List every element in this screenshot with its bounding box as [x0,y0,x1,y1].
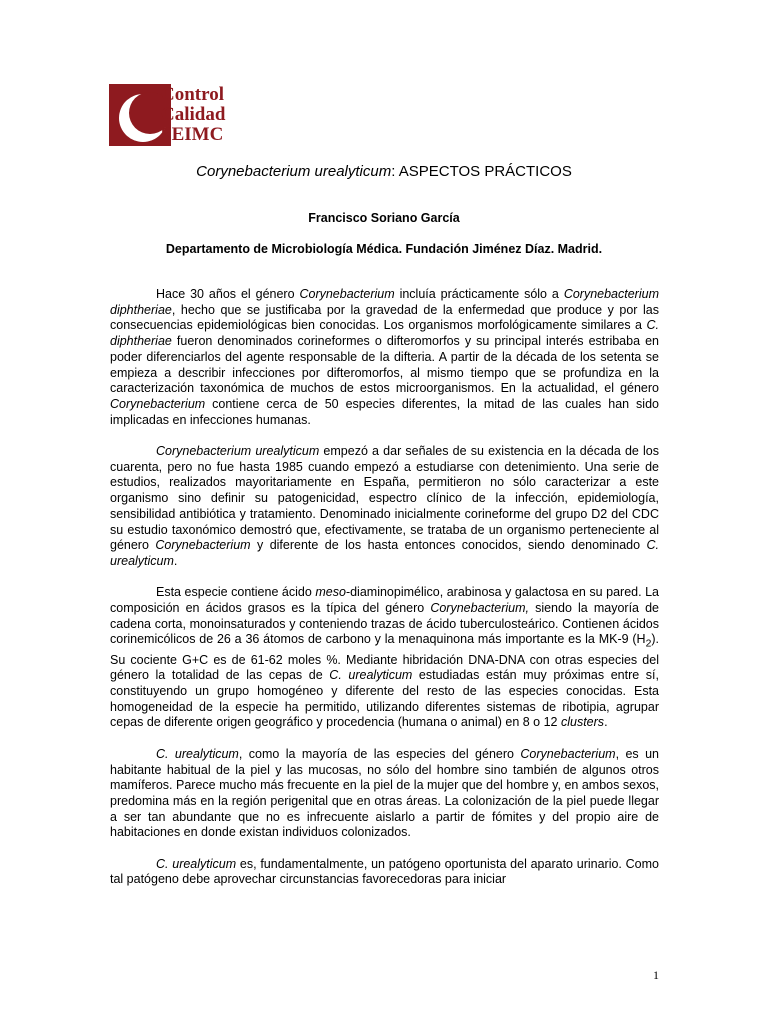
text-run: -diaminopimélico, arabinosa y galactosa en su pared. La composición en ácidos grasos es la típica del género [110,585,659,616]
paragraph-3 [110,585,659,731]
subscript-run: 2 [645,638,652,650]
italic-run: Corynebacterium diphtheriae [110,287,659,317]
text-run: siendo la mayoría de cadena corta, monoinsaturados y conteniendo trazas de ácido tuberculosteárico. Contienen ácidos corinemicólicos de 26 a 36 átomos de carbono y la menaquinona más importante es la MK-9 (H [110,601,659,647]
logo-line-1: Control [161,84,224,105]
italic-run: Corynebacterium [520,746,616,761]
text-run: empezó a dar señales de su existencia en la década de los cuarenta, pero no fue hasta 1985 cuando empezó a estudiarse con detenimiento. Una serie de estudios, realizados mayoritariamente en España, permitieron no sólo caracterizar a este organismo sino definir su patogenicidad, espectro clínico de la infección, epidemiología, sensibilidad antibiótica y tratamiento. Denominado inicialmente corineforme del grupo D2 del CDC su estudio taxonómico demostró que, efectivamente, se trataba de un organismo perteneciente al género [110,444,660,553]
author-affiliation: Departamento de Microbiología Médica. Fundación Jiménez Díaz. Madrid. [165,242,603,256]
text-run: ). Su cociente G+C es de 61-62 moles %. Mediante hibridación DNA-DNA con otras especies del género la totalidad de las cepas de [110,632,659,683]
text-run: incluía prácticamente sólo a [394,287,564,301]
logo-line-3: SEIMC [161,124,224,145]
text-run: Hace 30 años el género [156,287,300,301]
text-run: y diferente de los hasta entonces conocidos, siendo denominado [250,538,647,553]
text-run: contiene cerca de 50 especies diferentes, la mitad de las cuales han sido implicadas en infecciones humanas. [110,396,659,427]
text-run: Esta especie contiene ácido [156,585,316,600]
paragraph-5 [110,857,659,888]
italic-run: Corynebacterium urealyticum [156,444,320,459]
title-species: Corynebacterium urealyticum [196,163,392,180]
document-title [0,163,768,181]
page-number: 1 [653,968,659,982]
italic-run: meso [315,585,346,600]
article-body [110,287,659,904]
italic-run: C. diphtheriae [110,318,659,349]
logo-line-2: Calidad [161,104,226,125]
text-run: . [173,553,178,568]
seimc-logo [109,84,231,146]
italic-run: Corynebacterium, [430,601,529,616]
text-run: es, fundamentalmente, un patógeno oportunista del aparato urinario. Como tal patógeno debe aprovechar circunstancias favorecedoras para iniciar [110,856,659,887]
italic-run: clusters [560,715,605,730]
italic-run: Corynebacterium [299,287,395,301]
paragraph-4 [110,747,659,841]
italic-run: Corynebacterium [110,396,206,411]
text-run: fueron denominados corineformes o difteromorfos y su principal interés estribaba en poder diferenciarlos del agente responsable de la difteria. A partir de la década de los setenta se empieza a describir infecciones por difteromorfos, al mismo tiempo que se profundiza en la caracterización taxonómica de muchos de estos microorganismos. En la actualidad, el género [110,334,659,396]
logo-wordmark [161,85,225,145]
text-run: estudiadas están muy próximas entre sí, constituyendo un grupo homogéneo y diferente del resto de las especies conocidas. Esta homogeneidad de la especie ha permitido, utilizando diferentes sistemas de ribotipia, agrupar cepas de diferente origen geográfico y procedencia (humana o animal) en 8 o 12 [110,668,659,730]
text-run: , hecho que se justificaba por la gravedad de la enfermedad que produce y por las consecuencias epidemiológicas bien conocidas. Los organismos morfológicamente similares a [110,302,659,333]
title-rest: ASPECTOS PRÁCTICOS [395,163,572,180]
paragraph-2 [110,444,659,570]
italic-run: C. urealyticum [156,746,239,761]
italic-run: Corynebacterium [155,538,251,553]
paragraph-1 [110,287,659,428]
author-name: Francisco Soriano García [308,211,460,225]
text-run: , es un habitante habitual de la piel y las mucosas, no sólo del hombre sino también de algunos otros mamíferos. Parece mucho más frecuente en la piel de la mujer que del hombre y, en ambos sexos, predomina más en la región perigenital que en otras áreas. La colonización de la piel puede llegar a ser tan abundante que no es infrecuente aislarlo a partir de fómites y del propio aire de habitaciones en donde existan individuos colonizados. [110,746,660,840]
text-run: , como la mayoría de las especies del género [238,746,521,761]
italic-run: C. urealyticum [156,856,237,871]
italic-run: C. urealyticum [329,668,413,683]
italic-run: C. urealyticum [110,538,659,568]
title-separator: : [391,163,396,180]
text-run: . [604,715,608,730]
